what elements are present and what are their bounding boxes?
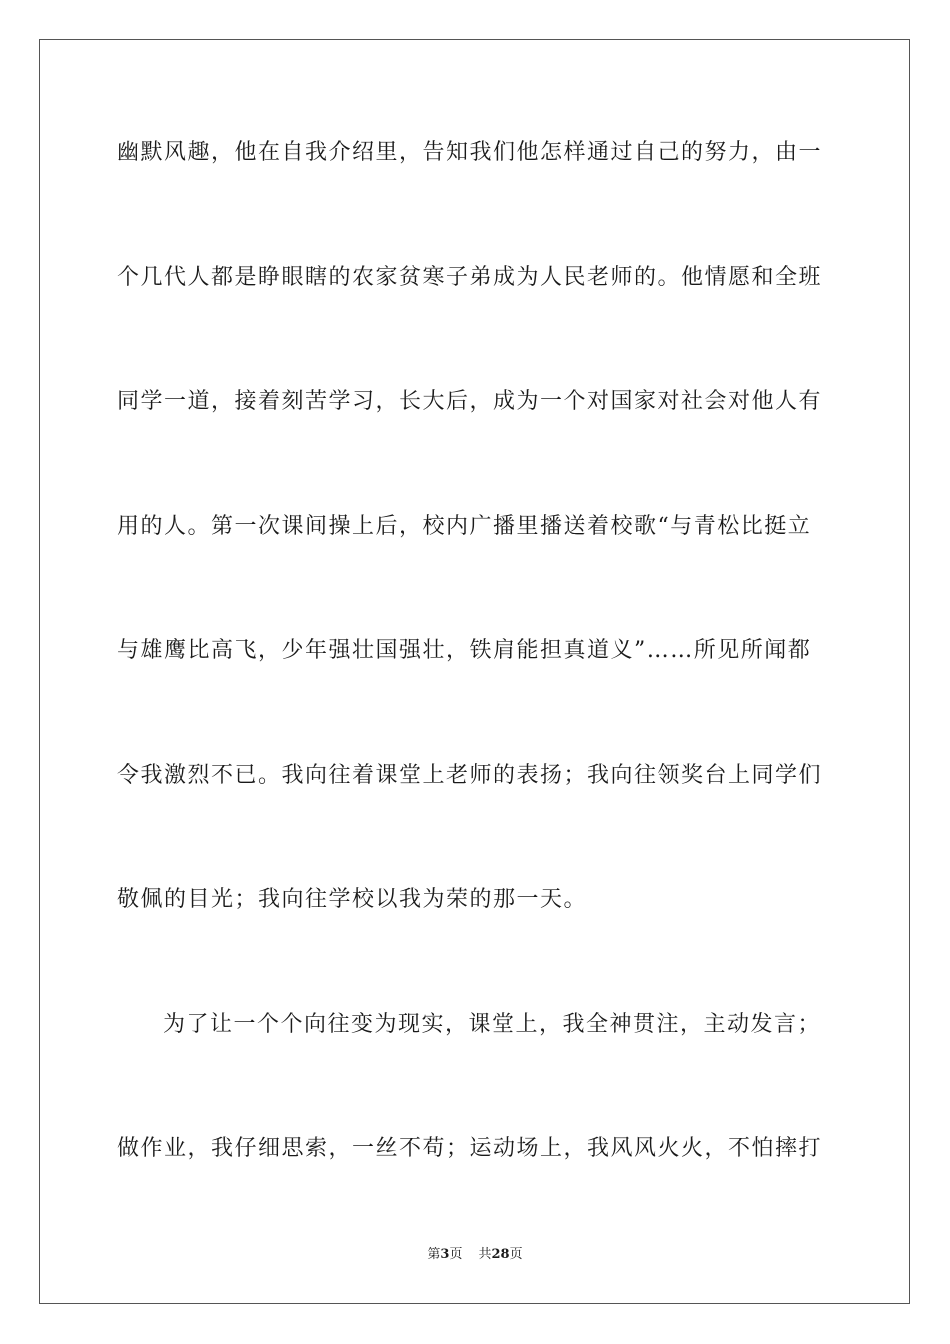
page-number: 3 — [440, 1247, 450, 1262]
page-prefix: 第 — [427, 1247, 441, 1262]
page-suffix: 页 — [449, 1247, 463, 1262]
text-line-2: 个几代人都是睁眼瞎的农家贫寒子弟成为人民老师的。他情愿和全班 — [117, 265, 823, 290]
text-line-6: 令我激烈不已。我向往着课堂上老师的表扬；我向往领奖台上同学们 — [117, 763, 823, 788]
total-prefix: 共 — [478, 1247, 492, 1262]
total-pages: 28 — [491, 1247, 510, 1262]
page-border — [39, 39, 910, 1304]
text-line-9: 做作业，我仔细思索，一丝不苟；运动场上，我风风火火，不怕摔打 — [117, 1136, 823, 1161]
text-line-7: 敬佩的目光；我向往学校以我为荣的那一天。 — [117, 887, 588, 912]
page-footer — [0, 1246, 950, 1264]
text-line-5: 与雄鹰比高飞，少年强壮国强壮，铁肩能担真道义”……所见所闻都 — [117, 638, 812, 663]
text-line-1: 幽默风趣，他在自我介绍里，告知我们他怎样通过自己的努力，由一 — [117, 140, 823, 165]
text-line-8-paragraph-start: 为了让一个个向往变为现实，课堂上，我全神贯注，主动发言； — [163, 1012, 822, 1037]
text-line-4: 用的人。第一次课间操上后，校内广播里播送着校歌“与青松比挺立 — [117, 514, 812, 539]
total-suffix: 页 — [509, 1247, 523, 1262]
text-line-3: 同学一道，接着刻苦学习，长大后，成为一个对国家对社会对他人有 — [117, 389, 823, 414]
